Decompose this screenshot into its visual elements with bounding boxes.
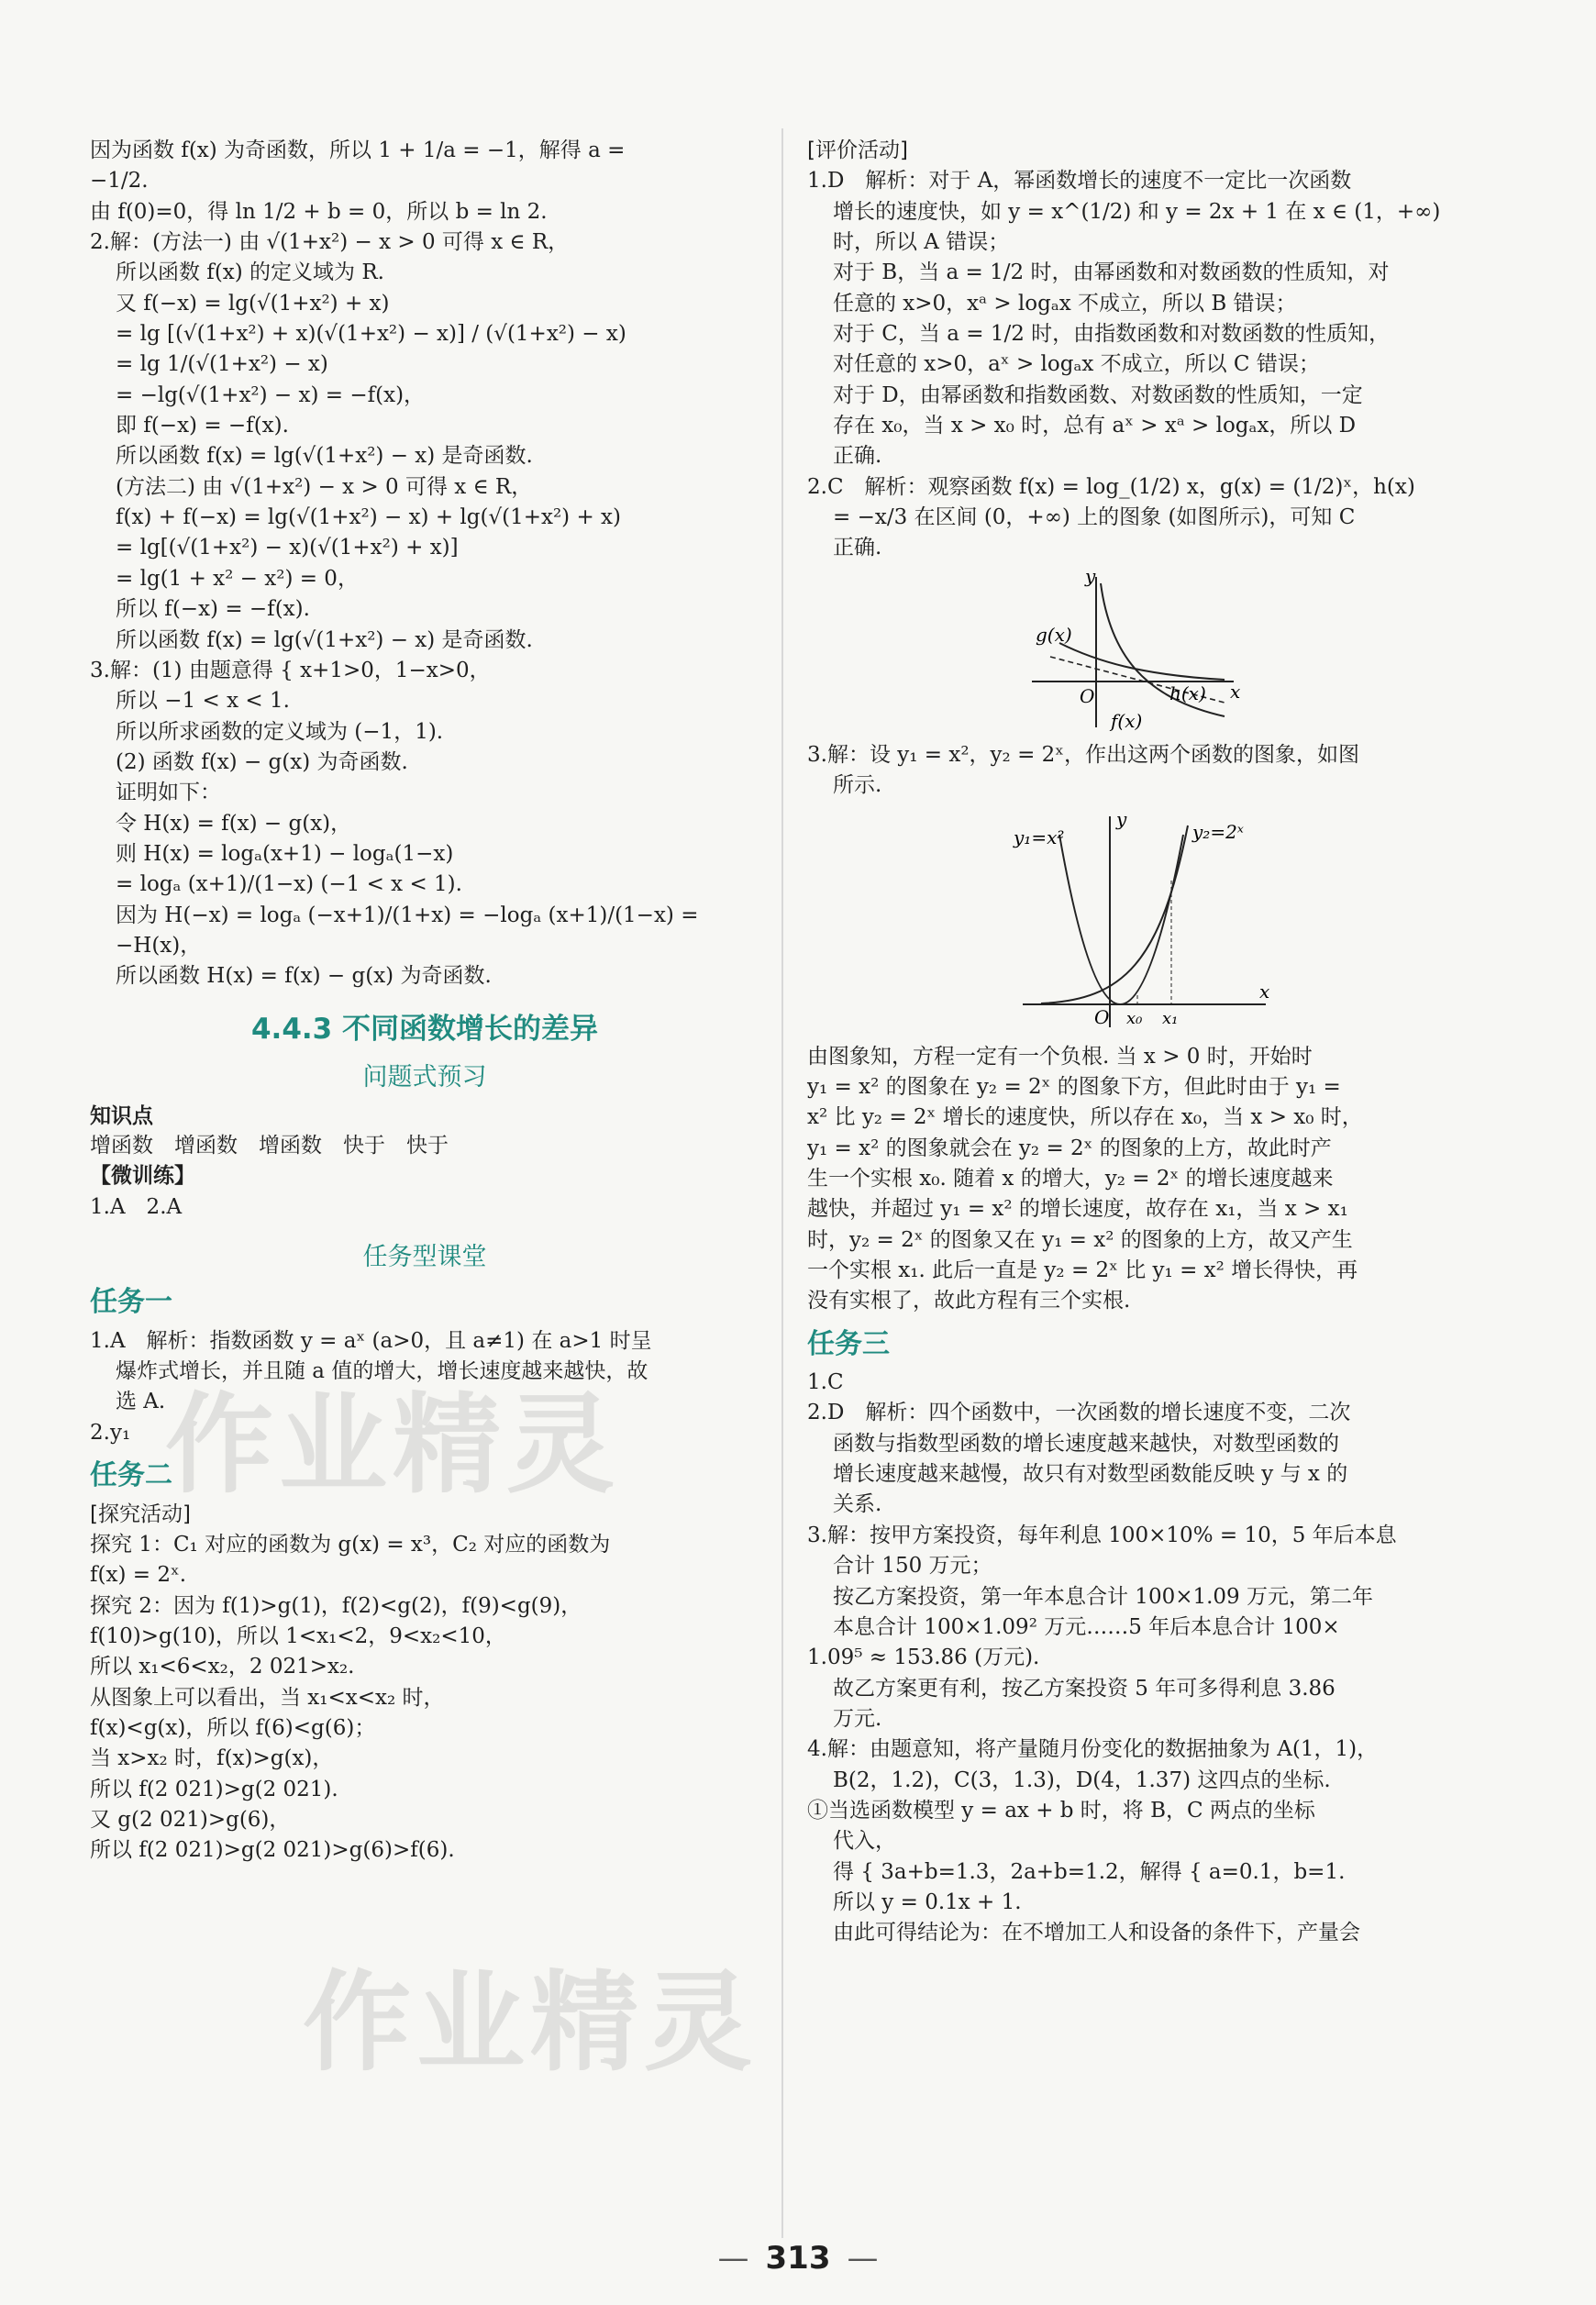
label-origin: O: [1094, 1005, 1110, 1028]
right4-line: 万元.: [833, 1706, 882, 1731]
label-y2: y₂=2ˣ: [1192, 820, 1244, 843]
right4-line: 由此可得结论为：在不增加工人和设备的条件下，产量会: [833, 1921, 1360, 1945]
right4-line: B(2，1.2)，C(3，1.3)，D(4，1.37) 这四点的坐标.: [833, 1768, 1331, 1792]
eval-solutions: [807, 166, 1477, 563]
right4-line: 函数与指数型函数的增长速度越来越快，对数型函数的: [833, 1431, 1339, 1456]
knowledge-items: 增函数 增函数 增函数 快于 快于: [90, 1134, 449, 1158]
left-line: (方法二) 由 √(1+x²) − x > 0 可得 x ∈ R，: [116, 474, 533, 499]
right3-line: 一个实根 x₁. 此后一直是 y₂ = 2ˣ 比 y₁ = x² 增长得快，再: [807, 1258, 1358, 1282]
label-h: h(x): [1169, 682, 1206, 704]
right-column: [807, 136, 1477, 1949]
label-y: y: [1116, 807, 1127, 830]
label-x: x: [1230, 680, 1241, 703]
right1-line: 正确.: [833, 536, 882, 560]
curve-g: [1059, 643, 1225, 680]
section-title: 4.4.3 不同函数增长的差异: [250, 1012, 599, 1046]
right1-line: 任意的 x>0，xᵃ > logₐx 不成立，所以 B 错误；: [833, 291, 1297, 316]
class-title: 任务型课堂: [362, 1243, 487, 1272]
task2-line: 探究 2：因为 f(1)>g(1)，f(2)<g(2)，f(9)<g(9)，: [90, 1593, 582, 1618]
task3-content: [807, 1368, 1477, 1949]
right1-line: 对任意的 x>0，aˣ > logₐx 不成立，所以 C 错误；: [833, 352, 1320, 377]
right4-line: 本息合计 100×1.09² 万元……5 年后本息合计 100×: [833, 1614, 1340, 1639]
task3-heading: 任务三: [807, 1327, 890, 1360]
right1-line: 对于 D，由幂函数和指数函数、对数函数的性质知，一定: [833, 382, 1363, 407]
left-line: f(x) + f(−x) = lg(√(1+x²) − x) + lg(√(1+x²) + x): [116, 505, 621, 530]
left-line: = lg [(√(1+x²) + x)(√(1+x²) − x)] / (√(1+x²) − x): [116, 322, 626, 347]
right1-line: 2.C 解析：观察函数 f(x) = log_(1/2) x，g(x) = (1/2)ˣ，h(x): [807, 474, 1415, 499]
left-line: 又 f(−x) = lg(√(1+x²) + x): [116, 291, 390, 316]
right4-line: 按乙方案投资，第一年本息合计 100×1.09 万元，第二年: [833, 1584, 1374, 1609]
right1-line: 存在 x₀，当 x > x₀ 时，总有 aˣ > xᵃ > logₐx，所以 D: [833, 414, 1357, 438]
right1-line: 1.D 解析：对于 A，幂函数增长的速度不一定比一次函数: [807, 169, 1352, 194]
left-line: 令 H(x) = f(x) − g(x)，: [116, 811, 352, 836]
left-line: 2.解：(方法一) 由 √(1+x²) − x > 0 可得 x ∈ R，: [90, 230, 570, 255]
right4-line: 关系.: [833, 1492, 882, 1517]
left-line: 则 H(x) = logₐ(x+1) − logₐ(1−x): [116, 841, 454, 866]
page-number: — 313 —: [717, 2240, 879, 2277]
column-divider: [781, 128, 783, 2238]
label-y1: y₁=x²: [1014, 826, 1065, 848]
left-line: = lg(1 + x² − x²) = 0，: [116, 566, 359, 591]
task1-line: 2.y₁: [90, 1420, 131, 1445]
left-line: 所以所求函数的定义域为 (−1，1).: [116, 719, 444, 744]
right4-line: 故乙方案更有利，按乙方案投资 5 年可多得利息 3.86: [833, 1676, 1336, 1701]
right4-line: ①当选函数模型 y = ax + b 时，将 B，C 两点的坐标: [807, 1798, 1315, 1823]
problem3-analysis: [807, 1042, 1477, 1317]
right4-line: 合计 150 万元；: [833, 1554, 992, 1579]
right2-line: 3.解：设 y₁ = x²，y₂ = 2ˣ，作出这两个函数的图象，如图: [807, 742, 1360, 767]
right3-line: 没有实根了，故此方程有三个实根.: [807, 1289, 1131, 1313]
left-line: = lg[(√(1+x²) − x)(√(1+x²) + x)]: [116, 536, 459, 560]
section-subtitle: 问题式预习: [362, 1062, 487, 1092]
left-line: = logₐ (x+1)/(1−x) (−1 < x < 1).: [116, 872, 462, 897]
right3-line: x² 比 y₂ = 2ˣ 增长的速度快，所以存在 x₀，当 x > x₀ 时，: [807, 1105, 1363, 1130]
left-line: = lg 1/(√(1+x²) − x): [116, 352, 328, 377]
left-line: 即 f(−x) = −f(x).: [116, 414, 289, 438]
right4-line: 4.解：由题意知，将产量随月份变化的数据抽象为 A(1，1)，: [807, 1737, 1379, 1762]
left-line: (2) 函数 f(x) − g(x) 为奇函数.: [116, 749, 408, 774]
micro-label: 【微训练】: [90, 1164, 195, 1189]
task2-line: f(10)>g(10)，所以 1<x₁<2，9<x₂<10，: [90, 1623, 506, 1648]
right3-line: 生一个实根 x₀. 随着 x 的增大，y₂ = 2ˣ 的增长速度越来: [807, 1166, 1334, 1191]
label-y: y: [1085, 569, 1096, 587]
watermark: 作业精灵: [165, 1381, 621, 1508]
right4-line: 代入，: [833, 1829, 896, 1854]
task2-line: f(x)<g(x)，所以 f(6)<g(6)；: [90, 1716, 376, 1740]
growth-graph-1: [1023, 570, 1261, 735]
problem3-intro: [807, 740, 1477, 802]
label-f: f(x): [1111, 709, 1143, 732]
left-solutions: [90, 136, 759, 992]
right1-line: 时，所以 A 错误；: [833, 230, 1010, 255]
task2-heading: 任务二: [90, 1459, 172, 1492]
left-line: 因为函数 f(x) 为奇函数，所以 1 + 1/a = −1，解得 a =: [90, 139, 626, 162]
left-line: 所以函数 f(x) 的定义域为 R.: [116, 260, 384, 285]
left-line: −1/2.: [90, 169, 149, 194]
eval-label: [评价活动]: [807, 139, 908, 162]
right4-line: 1.09⁵ ≈ 153.86 (万元).: [807, 1646, 1040, 1670]
micro-answers: 1.A 2.A: [90, 1194, 183, 1219]
left-line: 所以 −1 < x < 1.: [116, 689, 290, 714]
right3-line: y₁ = x² 的图象就会在 y₂ = 2ˣ 的图象的上方，故此时产: [807, 1136, 1332, 1160]
right1-line: = −x/3 在区间 (0，+∞) 上的图象 (如图所示)，可知 C: [833, 505, 1356, 530]
task2-content: [90, 1530, 759, 1867]
task2-line: 当 x>x₂ 时，f(x)>g(x)，: [90, 1746, 334, 1771]
right4-line: 得 { 3a+b=1.3，2a+b=1.2，解得 { a=0.1，b=1.: [833, 1859, 1346, 1884]
right3-line: 越快，并超过 y₁ = x² 的增长速度，故存在 x₁，当 x > x₁: [807, 1197, 1348, 1222]
task2-line: 又 g(2 021)>g(6)，: [90, 1808, 291, 1833]
right4-line: 3.解：按甲方案投资，每年利息 100×10% = 10，5 年后本息: [807, 1523, 1397, 1547]
right3-line: y₁ = x² 的图象在 y₂ = 2ˣ 的图象下方，但此时由于 y₁ =: [807, 1074, 1341, 1099]
left-line: = −lg(√(1+x²) − x) = −f(x)，: [116, 382, 426, 407]
left-line: 因为 H(−x) = logₐ (−x+1)/(1+x) = −logₐ (x+1)/(1−x) = −H(x)，: [116, 903, 705, 958]
left-line: 证明如下：: [116, 781, 221, 805]
task1-heading: 任务一: [90, 1286, 172, 1319]
task2-line: 所以 x₁<6<x₂，2 021>x₂.: [90, 1655, 355, 1679]
growth-graph-2: [1004, 807, 1280, 1036]
label-x1: x₁: [1162, 1008, 1179, 1028]
right4-line: 所以 y = 0.1x + 1.: [833, 1889, 1022, 1914]
right3-line: 时，y₂ = 2ˣ 的图象又在 y₁ = x² 的图象的上方，故又产生: [807, 1227, 1353, 1252]
left-line: 所以 f(−x) = −f(x).: [116, 597, 310, 622]
left-line: 3.解：(1) 由题意得 { x+1>0，1−x>0，: [90, 658, 491, 682]
right4-line: 增长速度越来越慢，故只有对数型函数能反映 y 与 x 的: [833, 1462, 1348, 1487]
right4-line: 1.C: [807, 1370, 844, 1395]
right3-line: 由图象知，方程一定有一个负根. 当 x > 0 时，开始时: [807, 1044, 1313, 1069]
task1-line: 1.A 解析：指数函数 y = aˣ (a>0，且 a≠1) 在 a>1 时呈: [90, 1328, 652, 1353]
left-line: 所以函数 H(x) = f(x) − g(x) 为奇函数.: [116, 964, 492, 989]
left-line: 所以函数 f(x) = lg(√(1+x²) − x) 是奇函数.: [116, 627, 533, 652]
left-column: [90, 136, 759, 1867]
task1-line: 爆炸式增长，并且随 a 值的增大，增长速度越来越快，故: [116, 1359, 648, 1384]
task1-line: 选 A.: [116, 1390, 166, 1414]
right4-line: 2.D 解析：四个函数中，一次函数的增长速度不变，二次: [807, 1401, 1351, 1425]
task2-line: 探究 1：C₁ 对应的函数为 g(x) = x³，C₂ 对应的函数为: [90, 1532, 611, 1557]
watermark-2: 作业精灵: [303, 1959, 759, 2086]
right2-line: 所示.: [833, 773, 882, 798]
right1-line: 对于 C，当 a = 1/2 时，由指数函数和对数函数的性质知，: [833, 322, 1391, 347]
label-g: g(x): [1036, 623, 1072, 646]
task2-line: 所以 f(2 021)>g(2 021).: [90, 1777, 338, 1801]
right1-line: 增长的速度快，如 y = x^(1/2) 和 y = 2x + 1 在 x ∈ (1，+∞): [833, 199, 1441, 224]
label-x0: x₀: [1126, 1008, 1143, 1028]
right1-line: 正确.: [833, 444, 882, 469]
task2-line: 从图象上可以看出，当 x₁<x<x₂ 时，: [90, 1685, 445, 1710]
task2-line: 所以 f(2 021)>g(2 021)>g(6)>f(6).: [90, 1838, 455, 1863]
label-x: x: [1259, 980, 1270, 1003]
label-origin: O: [1080, 684, 1095, 707]
right1-line: 对于 B，当 a = 1/2 时，由幂函数和对数函数的性质知，对: [833, 260, 1390, 285]
left-line: 由 f(0)=0，得 ln 1/2 + b = 0，所以 b = ln 2.: [90, 199, 548, 224]
task2-line: f(x) = 2ˣ.: [90, 1563, 187, 1588]
explore-label: [探究活动]: [90, 1502, 191, 1526]
left-line: 所以函数 f(x) = lg(√(1+x²) − x) 是奇函数.: [116, 444, 533, 469]
knowledge-label: 知识点: [90, 1103, 153, 1128]
